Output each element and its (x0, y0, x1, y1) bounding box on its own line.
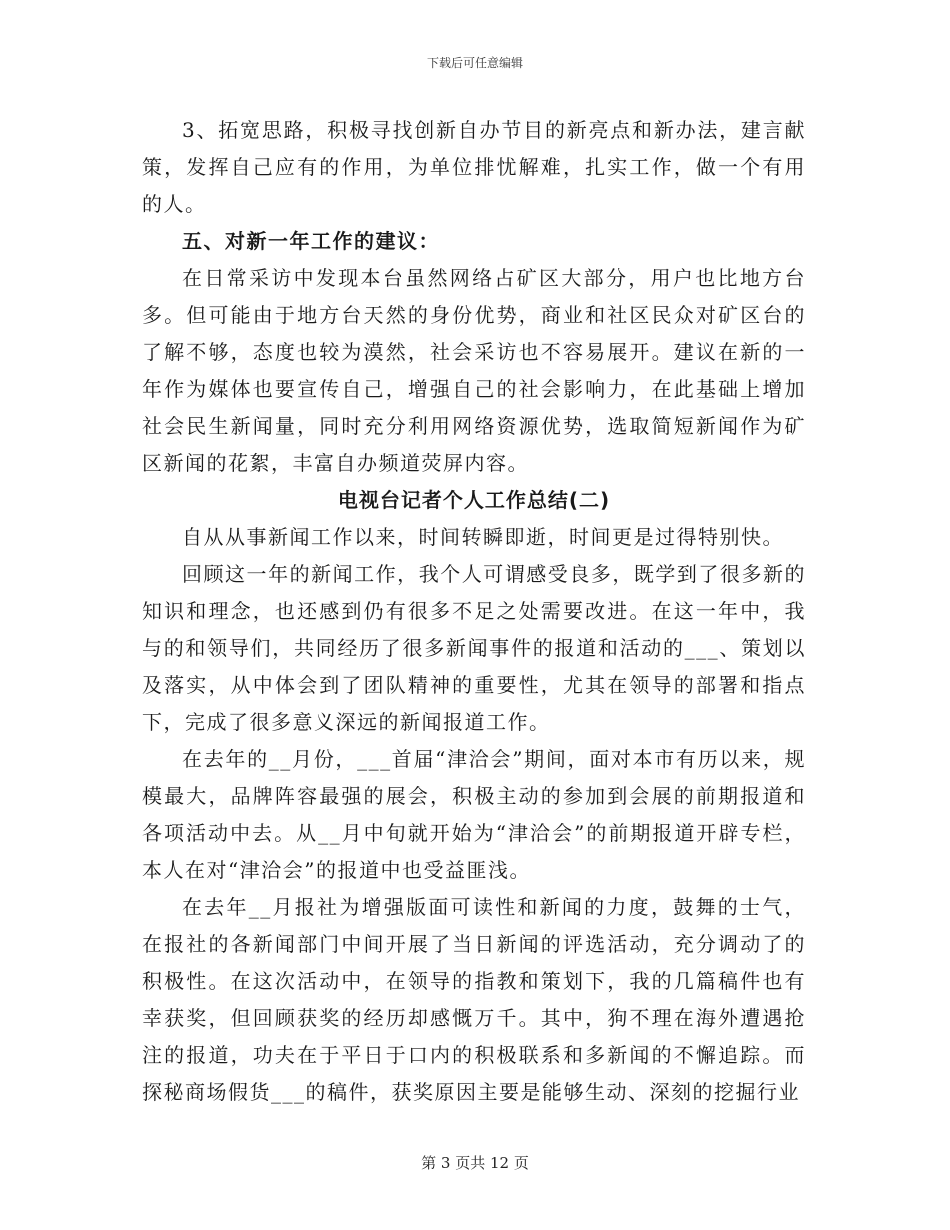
paragraph-expo: 在去年的__月份，___首届“津洽会”期间，面对本市有历以来，规模最大，品牌阵容最强的展会，积极主动的参加到会展的前期报道和各项活动中去。从__月中旬就开始为“津洽会”的前期报道开辟专栏，本人在对“津洽会”的报道中也受益匪浅。 (142, 747, 806, 882)
paragraph-review: 回顾这一年的新闻工作，我个人可谓感受良多，既学到了很多新的知识和理念，也还感到仍有很多不足之处需要改进。在这一年中，我与的和领导们，共同经历了很多新闻事件的报道和活动的___、策划以及落实，从中体会到了团队精神的重要性，尤其在领导的部署和指点下，完成了很多意义深远的新闻报道工作。 (142, 562, 806, 734)
page-header: 下载后可任意编辑 (426, 56, 523, 70)
section-heading-5: 五、对新一年工作的建议： (182, 229, 440, 253)
page-footer: 第 3 页共 12 页 (421, 1154, 529, 1172)
document-body (142, 112, 806, 1111)
paragraph-intro: 自从从事新闻工作以来，时间转瞬即逝，时间更是过得特别快。 (182, 525, 784, 549)
document-title-2: 电视台记者个人工作总结(二) (337, 488, 611, 512)
paragraph-awards: 在去年__月报社为增强版面可读性和新闻的力度，鼓舞的士气，在报社的各新闻部门中间开展了当日新闻的评选活动，充分调动了的积极性。在这次活动中，在领导的指教和策划下，我的几篇稿件也有幸获奖，但回顾获奖的经历却感慨万千。其中，狗不理在海外遭遇抢注的报道，功夫在于平日于口内的积极联系和多新闻的不懈追踪。而探秘商场假货___的稿件，获奖原因主要是能够生动、深刻的挖掘行业 (142, 895, 806, 1104)
paragraph-item-3: 3、拓宽思路，积极寻找创新自办节目的新亮点和新办法，建言献策，发挥自己应有的作用，为单位排忧解难，扎实工作，做一个有用的人。 (142, 118, 806, 216)
paragraph-suggestions: 在日常采访中发现本台虽然网络占矿区大部分，用户也比地方台多。但可能由于地方台天然的身份优势，商业和社区民众对矿区台的了解不够，态度也较为漠然，社会采访也不容易展开。建议在新的一年作为媒体也要宣传自己，增强自己的社会影响力，在此基础上增加社会民生新闻量，同时充分利用网络资源优势，选取简短新闻作为矿区新闻的花絮，丰富自办频道荧屏内容。 (142, 266, 806, 475)
